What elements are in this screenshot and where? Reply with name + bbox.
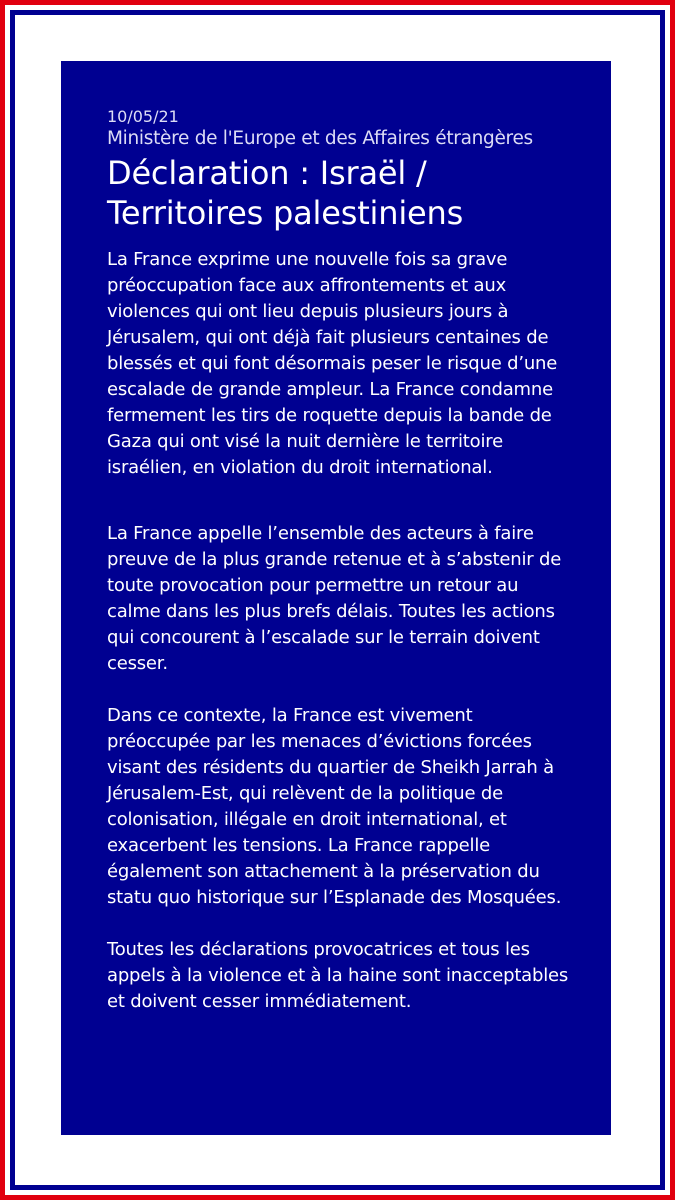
statement-paragraph-2: La France appelle l’ensemble des acteurs à faire preuve de la plus grande retenue et à s’abstenir de toute provocation pour permettre un retour au calme dans les plus brefs délais. Toutes les actions qui concourent à l’escalade sur le terrain doivent cesser. [107, 523, 562, 674]
statement-paragraph-3: Dans ce contexte, la France est vivement préoccupée par les menaces d’évictions forcées visant des résidents du quartier de Sheikh Jarrah à Jérusalem-Est, qui relèvent de la politique de colonisation, illégale en droit international, et exacerbent les tensions. La France rappelle également son attachement à la préservation du statu quo historique sur l’Esplanade des Mosquées. [107, 705, 562, 908]
statement-paragraph-4: Toutes les déclarations provocatrices et tous les appels à la violence et à la haine sont inacceptables et doivent cesser immédiatement. [107, 939, 569, 1012]
ministry-name: Ministère de l'Europe et des Affaires étrangères [107, 128, 533, 149]
statement-card [61, 61, 611, 1135]
statement-paragraph-1: La France exprime une nouvelle fois sa grave préoccupation face aux affrontements et aux violences qui ont lieu depuis plusieurs jours à Jérusalem, qui ont déjà fait plusieurs centaines de blessés et qui font désormais peser le risque d’une escalade de grande ampleur. La France condamne fermement les tirs de roquette depuis la bande de Gaza qui ont visé la nuit dernière le territoire israélien, en violation du droit international. [107, 249, 558, 478]
statement-date: 10/05/21 [107, 107, 179, 126]
statement-title: Déclaration : Israël / Territoires palestiniens [107, 154, 464, 232]
